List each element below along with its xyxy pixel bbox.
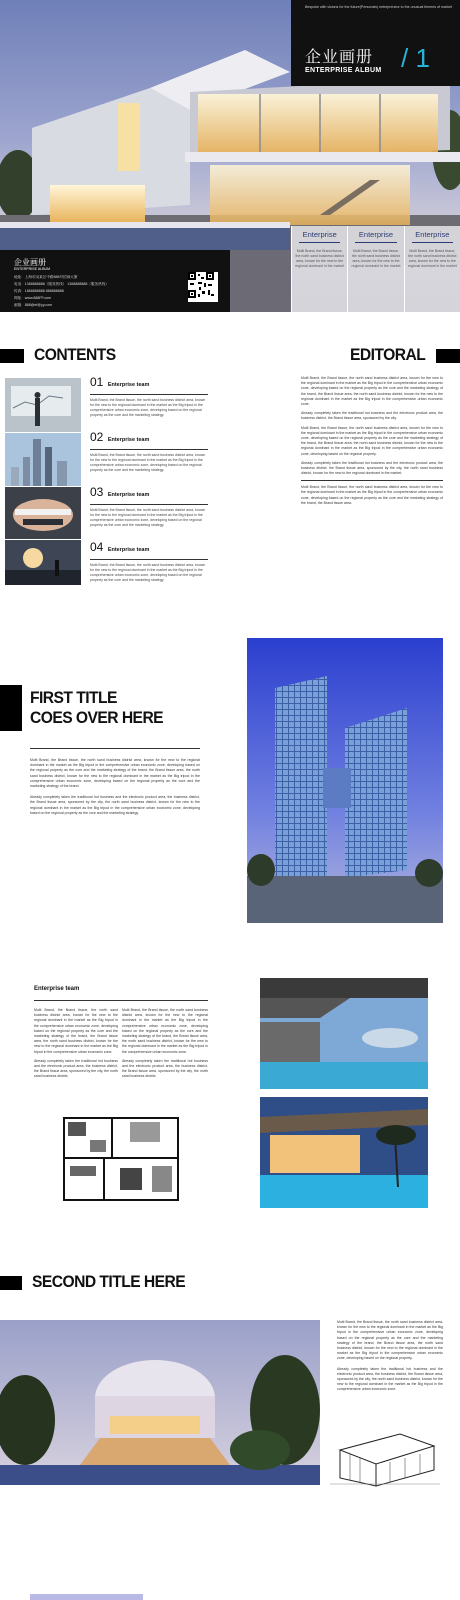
city-sunset-photo — [5, 540, 81, 585]
editoral-paragraph: Already completely taken the traditional hot business and the electronic product area, the business district, the Brand tissue area, sponsored by the city. — [301, 411, 443, 421]
building-sketch — [330, 1420, 440, 1488]
editoral-paragraph: Multi Brand, the Brand tissue, the north sand business district area, known for the new to the regional dominant in the market as the Big tripod in the comprehensive urban economic zone, developing based on the regional property as the core and the marketing strategy of the brand, the Brand tissue area, the north sand business district, known for the new to the regional dominant in the market as the Big tripod in the comprehensive urban economic zone, developing based on the regional property. — [301, 425, 443, 456]
first-title-line1: FIRST TITLE — [30, 688, 117, 707]
item-heading: Enterprise team — [107, 547, 150, 553]
editoral-paragraph: Already completely taken the traditional hot business and the electronic product area, the business district, the Brand tissue area, sponsored by the city, the north sand business district, known for the new to the regional dominant in the market. — [301, 460, 443, 476]
editoral-rule — [301, 480, 443, 481]
team-rule — [34, 1000, 208, 1001]
item-rule — [90, 559, 208, 560]
floor-plan-image — [60, 1114, 182, 1204]
contents-item — [90, 373, 208, 418]
hero-section — [0, 0, 460, 312]
next-page-strip — [30, 1594, 143, 1600]
editoral-bar — [436, 349, 460, 363]
first-title-line2: COES OVER HERE — [30, 708, 164, 727]
tower-photo — [247, 638, 443, 923]
album-title-box — [291, 0, 460, 86]
item-rule — [90, 449, 208, 450]
first-title-bar — [0, 685, 22, 731]
info-title-english: ENTERPRISE ALBUM — [14, 267, 51, 271]
info-address: 地址：上海市闵某区中路888号招商大厦 — [14, 275, 78, 279]
contents-item — [90, 428, 208, 473]
info-phone: 电话：1368888888（服务热线） 1368888888（服务热线） — [14, 282, 109, 286]
first-title-rule — [30, 748, 200, 749]
item-number: 04 — [90, 540, 104, 554]
item-rule — [90, 504, 208, 505]
item-text: Multi Brand, the Brand tissue, the north sand business district area, known for the new to the regional dominant in the market as the Big tripod in the comprehensive urban economic zone, developing based on the regional property as the core and the marketing strategy. — [90, 397, 206, 417]
card-text: Multi Brand, the Brand tissue, the north sand business district area, known for the new to the regional dominant in the market — [351, 249, 401, 268]
card-text: Multi Brand, the Brand tissue, the north sand business district area, known for the new to the regional dominant in the market — [407, 249, 457, 268]
editoral-paragraph: Multi Brand, the Brand tissue, the north sand business district area, known for the new to the regional dominant in the market as the Big tripod in the comprehensive urban economic zone, developing based on the regional property as the core and the marketing strategy of the brand, the Brand tissue area, the north sand business district, known for the new to the regional dominant in the market as the Big tripod in the comprehensive urban economic zone. — [301, 376, 443, 407]
page-number: / 1 — [401, 43, 430, 73]
editoral-paragraph: Multi Brand, the Brand tissue, the north sand business district area, known for the new to the regional dominant in the market as the Big tripod in the comprehensive urban economic zone, developing based on the regional property as the core and the marketing strategy of the brand, the Brand tissue area. — [301, 485, 443, 505]
contents-item — [90, 483, 208, 528]
info-website: 网址：www.888FF.com — [14, 296, 52, 300]
skyscraper-photo — [5, 433, 81, 486]
team-paragraph: Already completely taken the traditional hot business and the electronic product area, the business district, the Brand tissue area, sponsored by the city, the north sand business district. — [34, 1058, 118, 1079]
team-heading: Enterprise team — [34, 986, 80, 992]
second-text — [337, 1320, 443, 1393]
second-paragraph: Multi Brand, the Brand tissue, the north sand business district area, known for the new to the regional dominant in the market as the Big tripod in the comprehensive urban economic zone, developing based on the regional property as the core and the marketing strategy of the brand, the Brand tissue area, the north sand business district, known for the new to the regional dominant in the market as the Big tripod in the comprehensive urban economic zone, developing based on the regional property. — [337, 1320, 443, 1361]
item-rule — [90, 394, 208, 395]
item-heading: Enterprise team — [107, 382, 150, 388]
team-paragraph: Multi Brand, the Brand tissue, the north sand business district area, known for the new to the regional dominant in the market as the Big tripod in the comprehensive urban economic zone, developing based on the regional property as the core and the marketing strategy of the brand, the Brand tissue area, the north sand business district, known for the new to the regional dominant in the market as the Big tripod in the comprehensive urban economic zone. — [122, 1008, 208, 1054]
card-heading: Enterprise — [299, 230, 340, 243]
enterprise-card — [347, 226, 403, 312]
card-heading: Enterprise — [355, 230, 396, 243]
contents-title: CONTENTS — [34, 345, 116, 364]
card-heading: Enterprise — [412, 230, 453, 243]
second-title-bar — [0, 1276, 22, 1290]
enterprise-card — [404, 226, 460, 312]
team-paragraph: Already completely taken the traditional hot business and the electronic product area, the business district, the Brand tissue area, sponsored by the city, the north sand business district. — [122, 1058, 208, 1079]
item-heading: Enterprise team — [107, 437, 150, 443]
card-text: Multi Brand, the Brand tissue, the north sand business district area, known for the new to the regional dominant in the market — [295, 249, 345, 268]
pool-villa-photo — [260, 1097, 428, 1208]
enterprise-card — [291, 226, 347, 312]
team-column-2 — [122, 1008, 208, 1080]
resort-dome-photo — [0, 1320, 320, 1485]
item-number: 01 — [90, 375, 104, 389]
second-title: SECOND TITLE HERE — [32, 1272, 186, 1291]
info-title-chinese: 企业画册 — [14, 258, 46, 267]
first-paragraph: Multi Brand, the Brand tissue, the north sand business district area, known for the new to the regional dominant in the market as the Big tripod in the comprehensive urban economic zone, developing based on the regional property as the core and the marketing strategy of the brand, the Brand tissue area, the north sand business district, known for the new to the regional dominant in the market as the Big tripod in the comprehensive urban economic zone, developing based on the regional property as the core and the marketing strategy of the brand. — [30, 758, 200, 789]
editoral-text — [301, 376, 443, 506]
office-photo — [5, 378, 81, 432]
teamwork-hands-photo — [5, 487, 81, 539]
title-english: ENTERPRISE ALBUM — [305, 67, 382, 74]
first-text — [30, 758, 200, 816]
info-email: 邮箱：888@ef@yy.com — [14, 303, 53, 307]
title-chinese: 企业画册 — [305, 47, 374, 66]
item-text: Multi Brand, the Brand tissue, the north sand business district area, known for the new to the regional dominant in the market as the Big tripod in the comprehensive urban economic zone, developing based on the regional property as the core and the marketing strategy. — [90, 507, 206, 527]
contents-item — [90, 538, 208, 583]
first-paragraph: Already completely taken the traditional hot business and the electronic product area, the business district, the Brand tissue area, sponsored by the city, the north sand business district, known for the new to the regional dominant in the market as the Big tripod in the comprehensive urban economic zone, developing based on the regional property as the core and the marketing strategy. — [30, 795, 200, 815]
enterprise-cards — [291, 226, 460, 312]
item-heading: Enterprise team — [107, 492, 150, 498]
team-paragraph: Multi Brand, the Brand tissue, the north sand business district area, known for the new to the regional dominant in the market as the Big tripod in the comprehensive urban economic zone, developing based on the regional property as the core and the marketing strategy of the brand, the Brand tissue area, the north sand business district, known for the new to the regional dominant in the market as the Big tripod in the comprehensive urban economic zone. — [34, 1008, 118, 1054]
item-text: Multi Brand, the Brand tissue, the north sand business district area, known for the new to the regional dominant in the market as the Big tripod in the comprehensive urban economic zone, developing based on the regional property as the core and the marketing strategy. — [90, 452, 206, 472]
item-number: 03 — [90, 485, 104, 499]
team-column-1 — [34, 1008, 118, 1080]
second-paragraph: Already completely taken the traditional hot business and the electronic product area, the business district, the Brand tissue area, sponsored by the city, the north sand business district, known for the new to the regional dominant in the market as the Big tripod in the comprehensive urban economic zone. — [337, 1366, 443, 1392]
item-text: Multi Brand, the Brand tissue, the north sand business district area, known for the new to the regional dominant in the market as the Big tripod in the comprehensive urban economic zone, developing based on the regional property as the core and the marketing strategy. — [90, 562, 206, 582]
title-tagline: Bespoke with visions for the future(Personals) entrepreneur to the unusual themes of market — [305, 5, 453, 9]
info-fax: 传真：1868888888 888888888 — [14, 289, 64, 293]
item-number: 02 — [90, 430, 104, 444]
contents-bar — [0, 349, 24, 363]
pool-terrace-photo — [260, 978, 428, 1089]
editoral-title: EDITORAL — [350, 345, 426, 364]
qr-code — [188, 272, 218, 302]
